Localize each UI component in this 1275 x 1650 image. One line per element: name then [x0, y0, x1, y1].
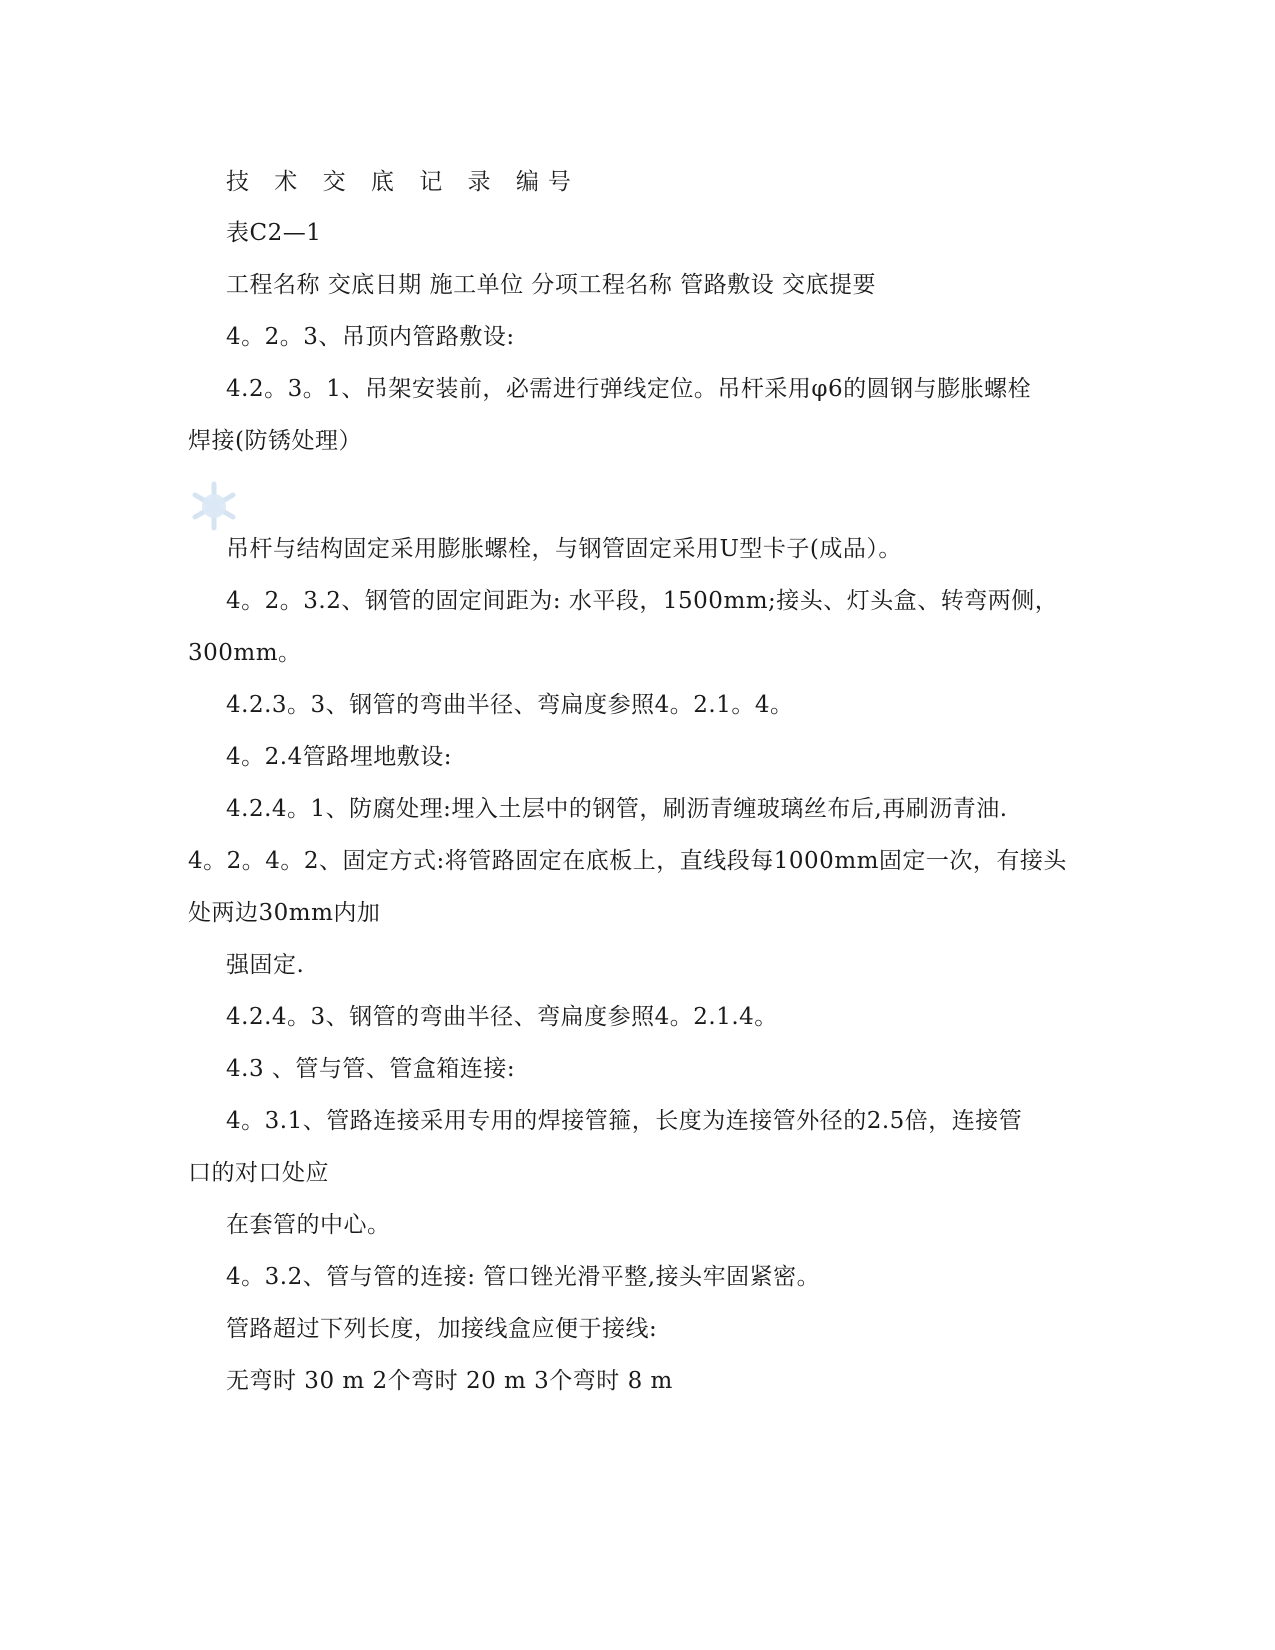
- paragraph-line: 管路超过下列长度，加接线盒应便于接线:: [226, 1316, 658, 1342]
- paragraph-line: 4.2.4。3、钢管的弯曲半径、弯扁度参照4。2.1.4。: [226, 1004, 778, 1030]
- paragraph-line: 焊接(防锈处理）: [188, 428, 362, 454]
- paragraph-line: 口的对口处应: [188, 1160, 329, 1186]
- paragraph-line: 4。2。3.2、钢管的固定间距为: 水平段，1500mm;接头、灯头盒、转弯两侧，: [226, 588, 1059, 614]
- paragraph-line: 4.2.4。1、防腐处理:埋入土层中的钢管，刷沥青缠玻璃丝布后,再刷沥青油.: [226, 796, 1008, 822]
- paragraph-line: 4。3.1、管路连接采用专用的焊接管箍，长度为连接管外径的2.5倍，连接管: [226, 1108, 1023, 1134]
- paragraph-line: 强固定.: [226, 952, 305, 978]
- record-title: 技 术 交 底 记 录 编号: [226, 169, 580, 195]
- paragraph-line: 300mm。: [188, 640, 302, 666]
- form-header-fields: 工程名称 交底日期 施工单位 分项工程名称 管路敷设 交底提要: [226, 272, 877, 298]
- paragraph-line: 吊杆与结构固定采用膨胀螺栓，与钢管固定采用U型卡子(成品）。: [226, 536, 902, 562]
- section-heading: 4.3 、管与管、管盒箱连接:: [226, 1056, 516, 1082]
- paragraph-line: 在套管的中心。: [226, 1212, 391, 1238]
- paragraph-line: 4。2。4。2、固定方式:将管路固定在底板上，直线段每1000mm固定一次，有接头: [188, 848, 1067, 874]
- paragraph-line: 4。3.2、管与管的连接: 管口锉光滑平整,接头牢固紧密。: [226, 1264, 821, 1290]
- section-heading: 4。2.4管路埋地敷设:: [226, 744, 452, 770]
- paragraph-line: 4.2.3。3、钢管的弯曲半径、弯扁度参照4。2.1。4。: [226, 692, 794, 718]
- paragraph-line: 处两边30mm内加: [188, 900, 381, 926]
- paragraph-line: 无弯时 30 m 2个弯时 20 m 3个弯时 8 m: [226, 1368, 673, 1394]
- section-heading: 4。2。3、吊顶内管路敷设:: [226, 324, 515, 350]
- form-number: 表C2—1: [226, 220, 322, 246]
- snowflake-icon: [186, 478, 242, 534]
- paragraph-line: 4.2。3。1、吊架安装前，必需进行弹线定位。吊杆采用φ6的圆钢与膨胀螺栓: [226, 376, 1032, 402]
